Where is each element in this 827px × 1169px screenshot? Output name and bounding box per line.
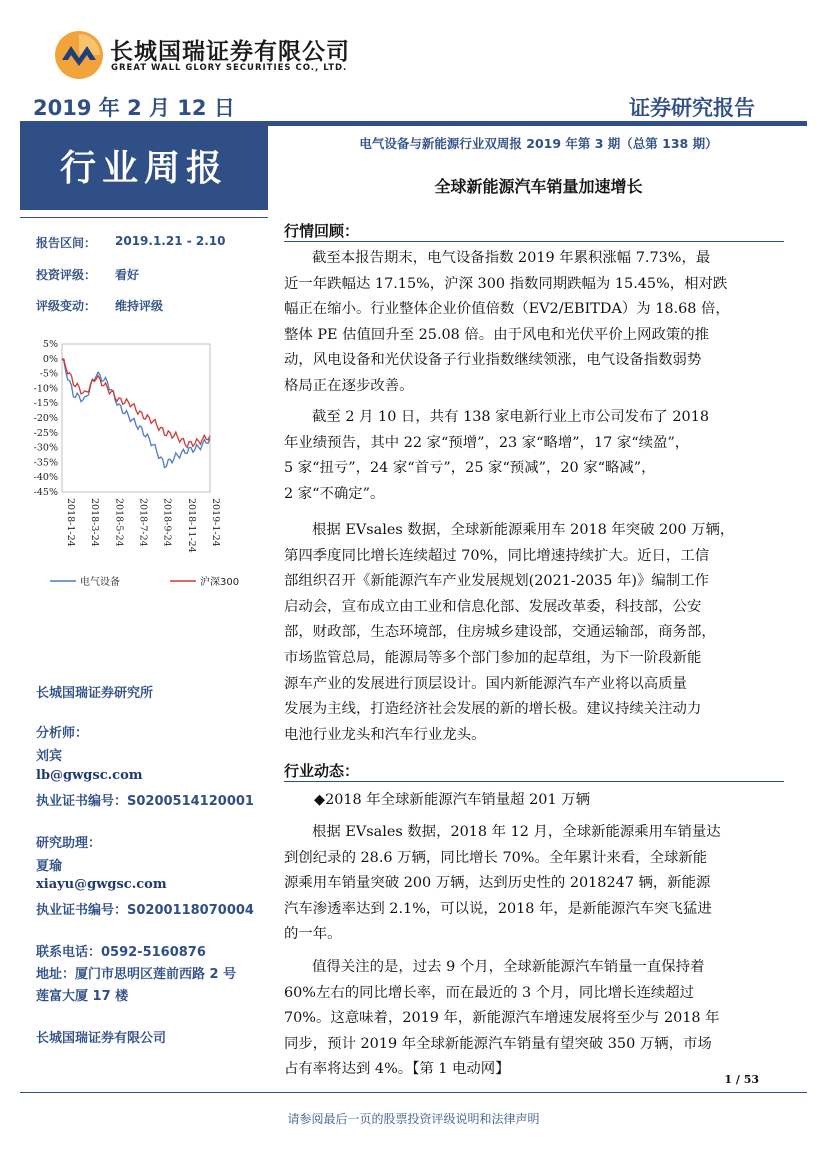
para-line: 到创纪录的 28.6 万辆，同比增长 70%。全年累计来看，全球新能 [284,849,708,866]
meta-label-period: 报告区间： [36,236,97,250]
contact-phone: 联系电话：0592-5160876 [36,945,206,960]
chart-legend-label: 沪深300 [200,577,240,588]
para-line: 源车产业的发展进行顶层设计。国内新能源汽车产业将以高质量 [284,675,687,692]
issue-line: 电气设备与新能源行业双周报 2019 年第 3 期（总第 138 期） [359,136,718,151]
left-divider [20,217,268,218]
para-line: 动，风电设备和光伏设备子行业指数继续领涨，电气设备指数弱势 [284,352,702,369]
chart-x-tick-label: 2018-9-24 [161,498,173,547]
chart-x-tick-label: 2018-11-24 [185,498,197,553]
chart-x-tick-label: 2018-5-24 [113,498,125,547]
meta-value-rating: 看好 [115,268,140,282]
para-line: 发展为主线，打造经济社会发展的新的增长极。建议持续关注动力 [284,701,702,718]
para-line: 幅正在缩小。行业整体企业价值倍数（EV2/EBITDA）为 18.68 倍， [284,301,730,318]
para-line: 近一年跌幅达 17.15%，沪深 300 指数同期跌幅为 15.45%，相对跌 [284,275,728,292]
chart-y-tick-label: -10% [33,383,58,395]
para-line: 5 家“扭亏”，24 家“首亏”，25 家“预减”，20 家“略减”， [284,460,656,477]
institute-name: 长城国瑞证券研究所 [36,686,154,701]
chart-y-tick-label: -25% [33,427,58,439]
news-bullet-headline: ◆2018 年全球新能源汽车销量超 201 万辆 [314,792,590,808]
section-industry-news-heading: 行业动态： [284,762,360,780]
chart-y-tick-label: -35% [33,457,58,469]
analyst-label: 分析师： [36,726,89,741]
para-line: 电池行业龙头和汽车行业龙头。 [284,726,486,743]
section-divider [284,781,784,782]
para-line: 60%左右的同比增长率，而在最近的 3 个月，同比增长连续超过 [284,984,695,1001]
company-logo-icon [54,30,104,80]
chart-y-tick-label: -45% [33,487,58,498]
company-footer-name: 长城国瑞证券有限公司 [36,1031,167,1046]
assistant-cert: 执业证书编号：S0200118070004 [36,903,254,918]
chart-y-tick-label: -30% [33,442,58,454]
company-name-en: GREAT WALL GLORY SECURITIES CO., LTD. [111,63,348,73]
chart-y-tick-label: 5% [42,339,58,350]
para-line: 部组织召开《新能源汽车产业发展规划(2021-2035 年)》编制工作 [284,573,709,590]
paragraph-market-review [284,246,770,400]
para-line: 市场监管总局，能源局等多个部门参加的起草组，为下一阶段新能 [284,649,702,666]
chart-series-line [62,359,210,448]
company-name-cn: 长城国瑞证券有限公司 [110,39,350,65]
para-line: 部，财政部，生态环境部，住房城乡建设部，交通运输部，商务部， [284,624,716,641]
report-date: 2019 年 2 月 12 日 [33,96,235,120]
para-line: 的一年。 [284,926,342,943]
legal-disclaimer: 请参阅最后一页的股票投资评级说明和法律声明 [287,1112,540,1126]
section-divider [284,241,784,242]
chart-y-tick-label: -15% [33,398,58,410]
paragraph-2019-outlook [284,955,770,1083]
para-line: 值得关注的是，过去 9 个月，全球新能源汽车销量一直保持着 [312,959,705,975]
index-performance-chart [20,330,260,600]
analyst-name: 刘宾 [36,749,63,764]
assistant-name: 夏瑜 [36,859,63,874]
chart-x-tick-label: 2018-1-24 [65,498,76,547]
para-line: 根据 EVsales 数据，全球新能源乘用车 2018 年突破 200 万辆， [312,522,735,538]
chart-legend-label: 电气设备 [80,577,120,588]
para-line: 格局正在逐步改善。 [284,377,414,394]
page-number: 1 / 53 [724,1073,759,1086]
report-type: 证券研究报告 [629,96,755,120]
chart-x-tick-label: 2019-1-24 [210,498,222,547]
para-line: 截至本报告期末，电气设备指数 2019 年累积涨幅 7.73%，最 [312,250,711,266]
chart-y-tick-label: -5% [39,368,58,380]
chart-x-tick-label: 2018-7-24 [137,498,149,547]
analyst-email[interactable]: lb@gwgsc.com [36,768,143,783]
section-market-review-heading: 行情回顾： [284,222,360,240]
chart-plot-area [62,344,210,492]
chart-x-tick-label: 2018-3-24 [89,498,101,547]
para-line: 70%。这意味着，2019 年，新能源汽车增速发展将至少与 2018 年 [284,1010,720,1027]
para-line: 年业绩预告，其中 22 家“预增”，23 家“略增”，17 家“续盈”， [284,434,690,451]
paragraph-2018-sales [284,820,770,948]
para-line: 源乘用车销量突破 200 万辆，达到历史性的 2018247 辆，新能源 [284,875,711,892]
chart-y-tick-label: 0% [42,353,58,365]
footer-divider [20,1092,807,1093]
contact-address-line2: 莲富大厦 17 楼 [36,989,129,1004]
paragraph-earnings-forecast [284,405,770,507]
analyst-cert: 执业证书编号：S0200514120001 [36,794,254,809]
meta-value-period: 2019.1.21 - 2.10 [115,234,226,248]
para-line: 整体 PE 估值回升至 25.08 倍。由于风电和光伏平价上网政策的推 [284,326,710,343]
para-line: 根据 EVsales 数据，2018 年 12 月，全球新能源乘用车销量达 [312,824,721,840]
para-line: 第四季度同比增长连续超过 70%，同比增速持续扩大。近日，工信 [284,547,710,564]
contact-address: 地址：厦门市思明区莲前西路 2 号 [36,967,237,982]
assistant-email[interactable]: xiayu@gwgsc.com [36,877,167,892]
meta-label-rating: 投资评级： [36,268,97,282]
para-line: 汽车渗透率达到 2.1%，可以说，2018 年，是新能源汽车突飞猛进 [284,900,712,917]
para-line: 占有率将达到 4%。【第 1 电动网】 [284,1061,510,1078]
main-title: 全球新能源汽车销量加速增长 [434,177,643,196]
para-line: 启动会，宣布成立由工业和信息化部、发展改革委，科技部，公安 [284,598,702,615]
chart-series-line [62,359,210,468]
para-line: 2 家“不确定”。 [284,485,385,502]
assistant-label: 研究助理： [36,836,102,851]
chart-y-tick-label: -40% [33,472,58,484]
para-line: 同步，预计 2019 年全球新能源汽车销量有望突破 350 万辆，市场 [284,1035,712,1052]
meta-value-rating-change: 维持评级 [115,299,164,313]
para-line: 截至 2 月 10 日，共有 138 家电新行业上市公司发布了 2018 [312,409,710,425]
meta-label-rating-change: 评级变动： [36,299,97,313]
weekly-title: 行业周报 [59,148,228,189]
paragraph-ev-sales [284,518,770,748]
chart-y-tick-label: -20% [33,413,58,424]
